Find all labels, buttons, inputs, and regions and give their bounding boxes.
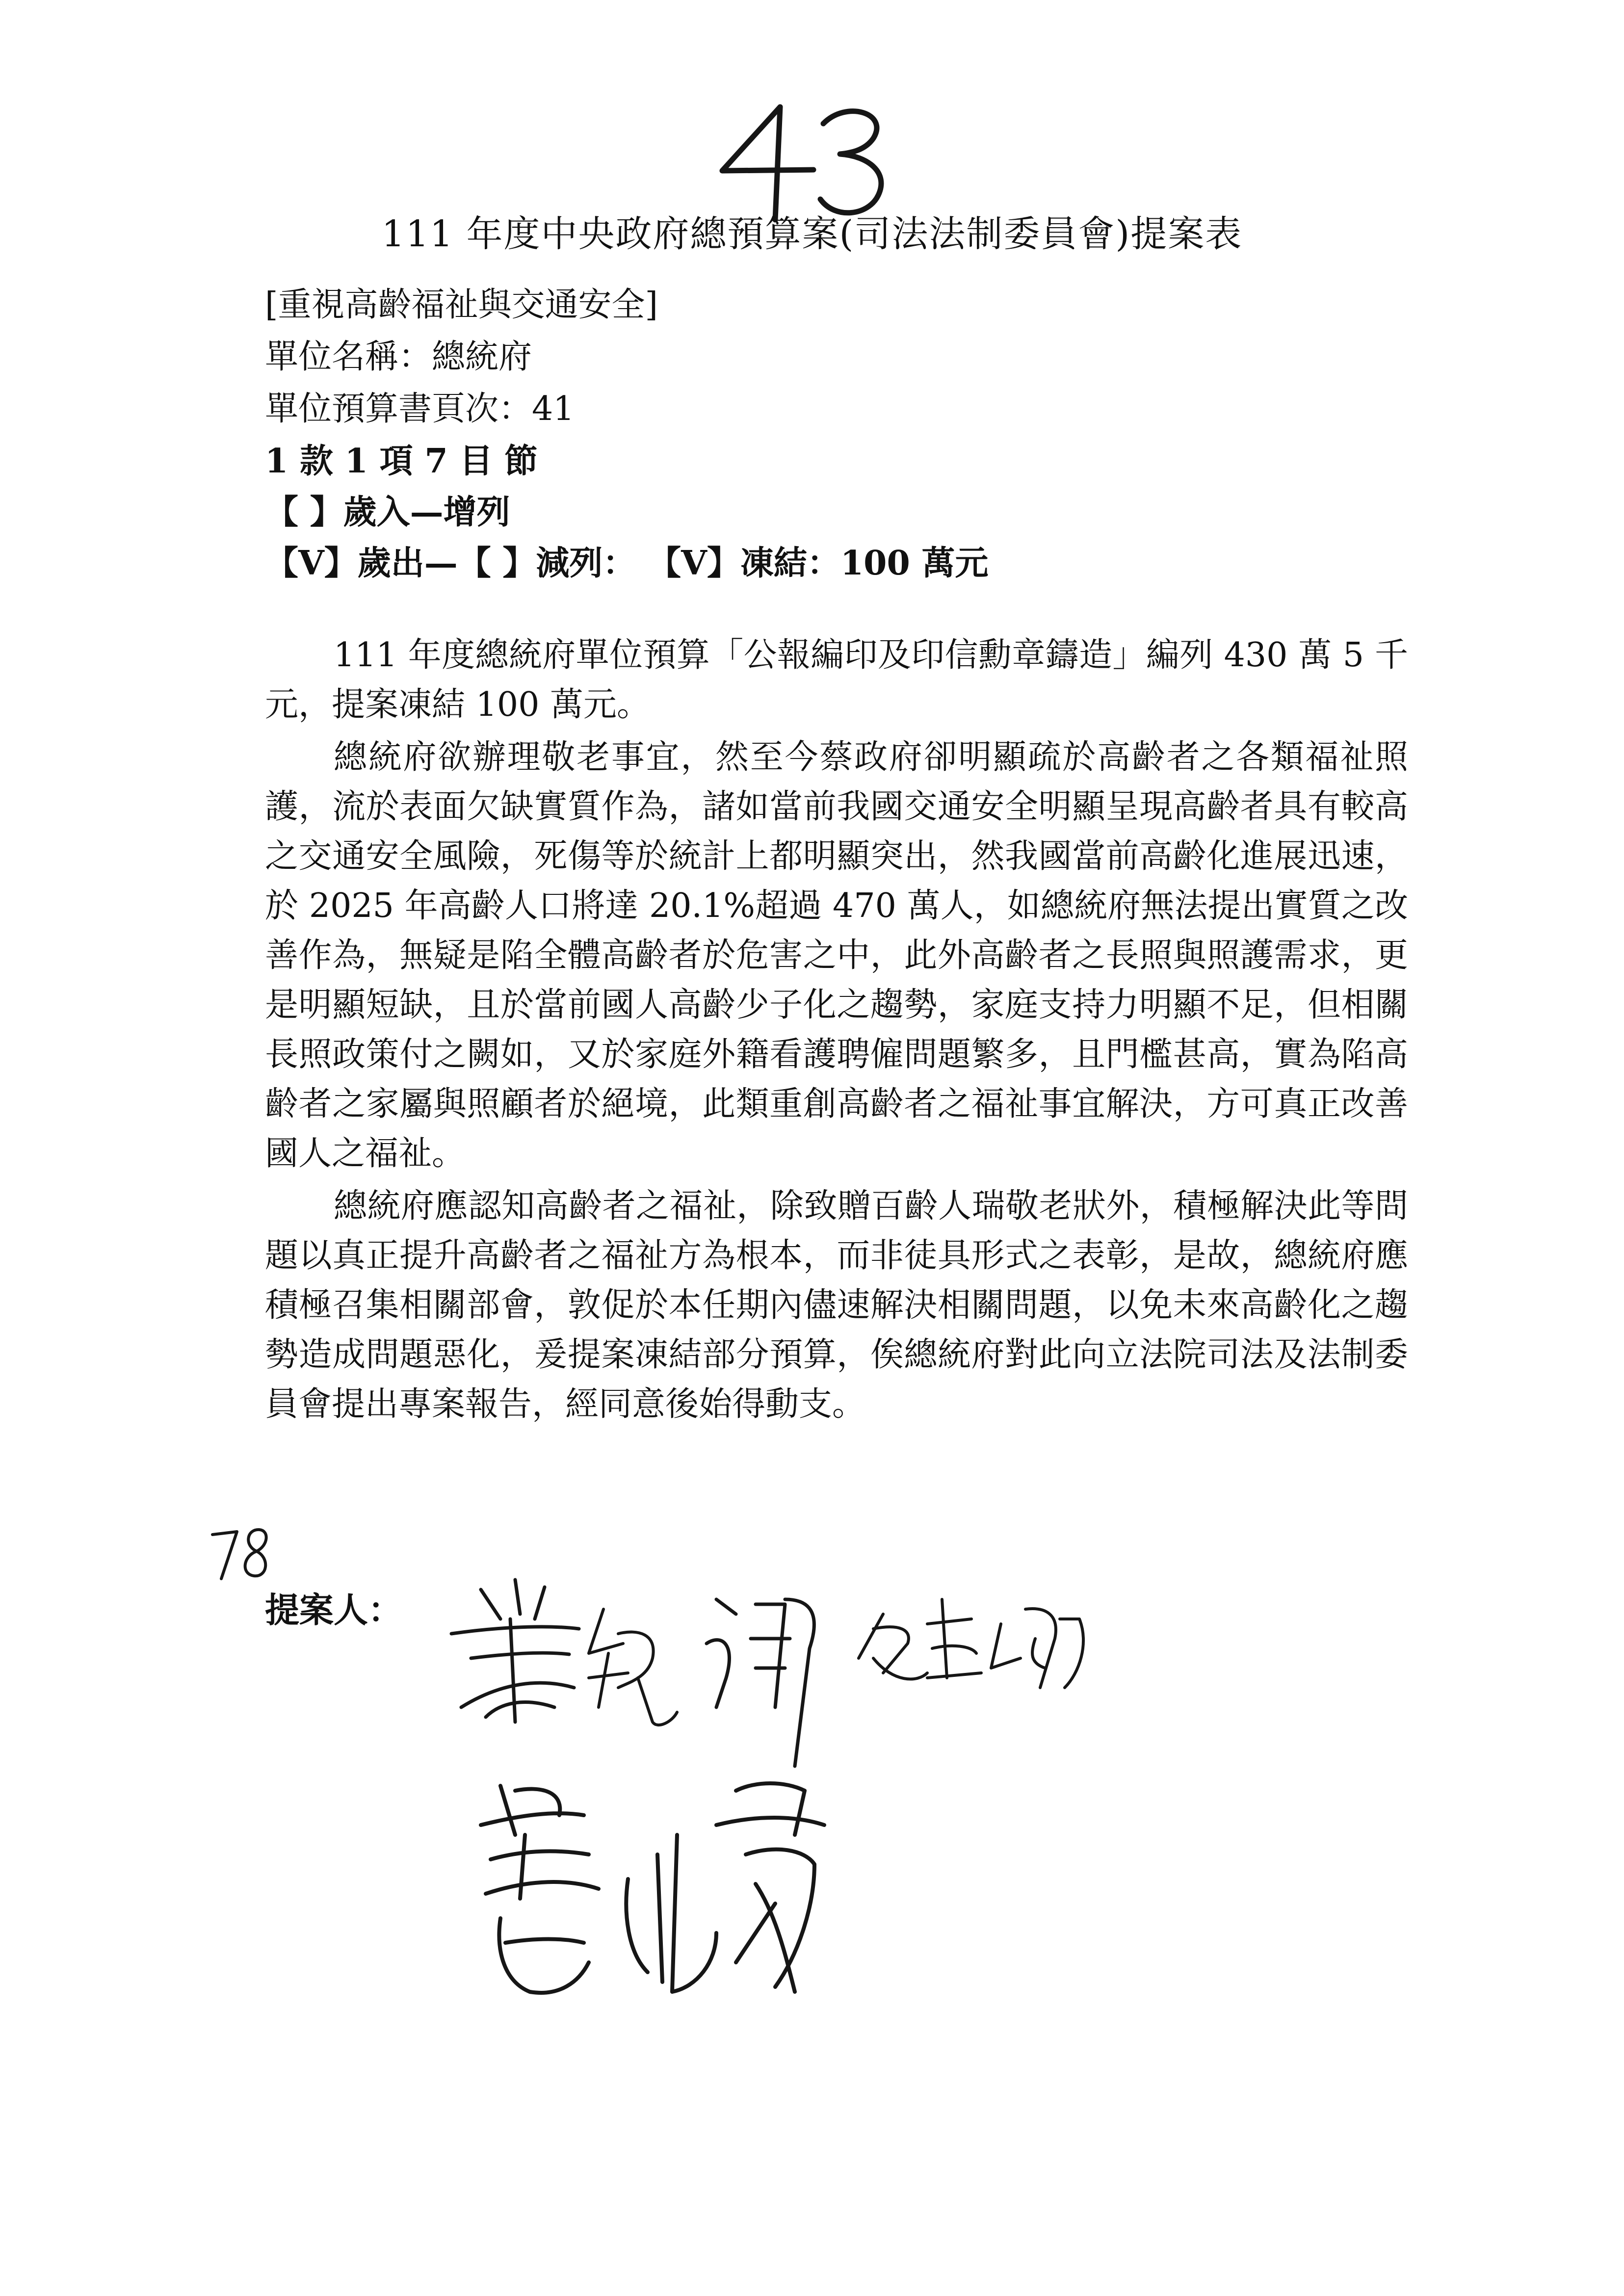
page-title: 111 年度中央政府總預算案(司法法制委員會)提案表: [381, 213, 1243, 255]
paragraph-request: 總統府應認知高齡者之福祉，除致贈百齡人瑞敬老狀外，積極解決此等問題以真正提升高齡者之福祉方為根本，而非徒具形式之表彰，是故，總統府應積極召集相關部會，敦促於本任期內儘速解決相關問題，以免未來高齡化之趨勢造成問題惡化，爰提案凍結部分預算，俟總統府對此向立法院司法及法制委員會提出專案報告，經同意後始得動支。: [265, 1187, 1408, 1424]
topic-line: [重視高齡福祉與交通安全]: [265, 286, 658, 324]
paragraph-reason: 總統府欲辦理敬老事宜，然至今蔡政府卻明顯疏於高齡者之各類福祉照護，流於表面欠缺實質作為，諸如當前我國交通安全明顯呈現高齡者具有較高之交通安全風險，死傷等於統計上都明顯突出，然我國當前高齡化進展迅速，於 2025 年高齡人口將達 20.1%超過 470 萬人，如總統府無法提出實質之改善作為，無疑是陷全體高齡者於危害之中，此外高齡者之長照與照護需求，更是明顯短缺，且於當前國人高齡少子化之趨勢，家庭支持力明顯不足，但相關長照政策付之闕如，又於家庭外籍看護聘僱問題繁多，且門檻甚高，實為陷高齡者之家屬與照顧者於絕境，此類重創高齡者之福祉事宜解決，方可真正改善國人之福祉。: [265, 738, 1408, 1173]
paragraph-budget: 111 年度總統府單位預算「公報編印及印信勳章鑄造」編列 430 萬 5 千元，提案凍結 100 萬元。: [265, 636, 1408, 724]
expenditure-line: 【V】歲出—【 】減列： 【V】凍結：100 萬元: [265, 544, 989, 583]
signatures-image: [442, 1560, 1178, 2051]
item-line: 1 款 1 項 7 目 節: [265, 442, 538, 481]
unit-name-line: 單位名稱：總統府: [265, 338, 532, 376]
proposer-label: 提案人：: [265, 1590, 402, 1630]
handwritten-margin-note: [209, 1521, 277, 1585]
signature-2: [859, 1599, 1083, 1688]
unit-page-line: 單位預算書頁次：41: [265, 390, 575, 428]
revenue-line: 【 】歲入—增列: [265, 493, 510, 532]
proposal-body: [265, 630, 1408, 1429]
signature-1: [451, 1580, 814, 1766]
signature-3: [481, 1783, 824, 1993]
